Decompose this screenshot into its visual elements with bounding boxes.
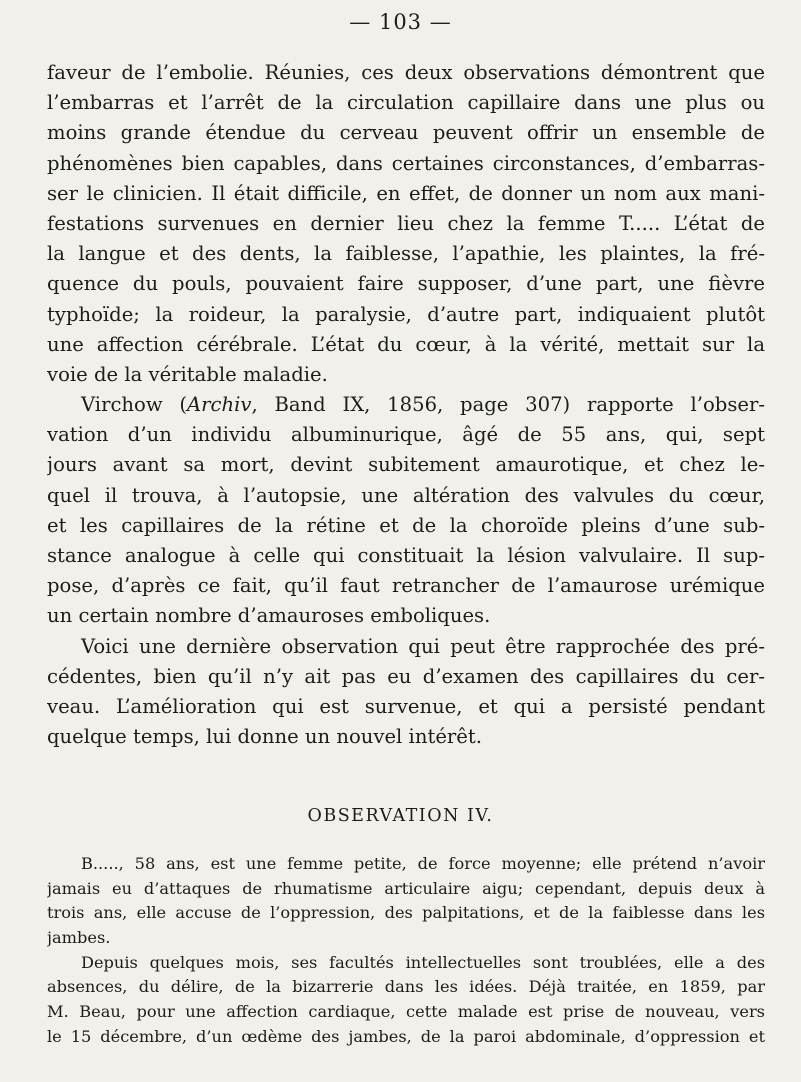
small-text-line: trois ans, elle accuse de l’oppression, des palpitations, et de la faiblesse dans les (47, 903, 765, 923)
text-line: et les capillaires de la rétine et de la choroïde pleins d’une sub- (47, 513, 765, 537)
text-line: festations survenues en dernier lieu chez la femme T..... L’état de (47, 211, 765, 235)
text-line: une affection cérébrale. L’état du cœur, à la vérité, mettait sur la (47, 332, 765, 356)
small-text-line: B....., 58 ans, est une femme petite, de force moyenne; elle prétend n’avoir (81, 854, 765, 873)
text-line: faveur de l’embolie. Réunies, ces deux observations démontrent que (47, 61, 765, 84)
text-line: pose, d’après ce fait, qu’il faut retrancher de l’amaurose urémique (47, 574, 765, 598)
text-line: voie de la véritable maladie. (47, 362, 328, 386)
small-text-line: jambes. (47, 928, 111, 948)
text-line: quence du pouls, pouvaient faire supposer, d’une part, une fièvre (47, 272, 765, 296)
small-text-line: le 15 décembre, d’un œdème des jambes, de la paroi abdominale, d’oppression et (47, 1026, 765, 1046)
virchow-prefix: Virchow ( (81, 393, 188, 417)
text-line: l’embarras et l’arrêt de la circulation capillaire dans une plus ou (47, 91, 765, 115)
main-text-block (47, 58, 765, 752)
text-line-virchow (47, 390, 765, 420)
text-line: Voici une dernière observation qui peut être rapprochée des pré- (81, 634, 765, 658)
text-line: quelque temps, lui donne un nouvel intérêt. (47, 725, 482, 749)
small-text-line: M. Beau, pour une affection cardiaque, cette malade est prise de nouveau, vers (47, 1002, 765, 1022)
text-line: phénomènes bien capables, dans certaines circonstances, d’embarras- (47, 151, 765, 175)
archiv-citation: Archiv (187, 393, 252, 417)
text-line: stance analogue à celle qui constituait la lésion valvulaire. Il sup- (47, 544, 765, 567)
text-line: vation d’un individu albuminurique, âgé de 55 ans, qui, sept (47, 423, 765, 447)
text-line: veau. L’amélioration qui est survenue, et qui a persisté pendant (47, 694, 765, 718)
text-line: jours avant sa mort, devint subitement amaurotique, et chez le- (47, 453, 765, 477)
small-text-line: Depuis quelques mois, ses facultés intellectuelles sont troublées, elle a des (81, 952, 765, 972)
text-line: quel il trouva, à l’autopsie, une altération des valvules du cœur, (47, 483, 765, 507)
observation-text-block (47, 852, 765, 1050)
page-number: — 103 — (349, 10, 452, 34)
small-text-line: absences, du délire, de la bizarrerie dans les idées. Déjà traitée, en 1859, par (47, 977, 765, 997)
virchow-suffix: , Band IX, 1856, page 307) rapporte l’obser- (251, 393, 765, 417)
small-text-line: jamais eu d’attaques de rhumatisme articulaire aigu; cependant, depuis deux à (47, 878, 765, 898)
text-line: moins grande étendue du cerveau peuvent offrir un ensemble de (47, 121, 765, 145)
text-line: ser le clinicien. Il était difficile, en effet, de donner un nom aux mani- (47, 181, 765, 205)
text-line: typhoïde; la roideur, la paralysie, d’autre part, indiquaient plutôt (47, 302, 765, 326)
observation-heading: OBSERVATION IV. (307, 806, 494, 826)
text-line: la langue et des dents, la faiblesse, l’apathie, les plaintes, la fré- (47, 242, 765, 266)
text-line: un certain nombre d’amauroses emboliques. (47, 604, 491, 628)
text-line: cédentes, bien qu’il n’y ait pas eu d’examen des capillaires du cer- (47, 664, 765, 688)
